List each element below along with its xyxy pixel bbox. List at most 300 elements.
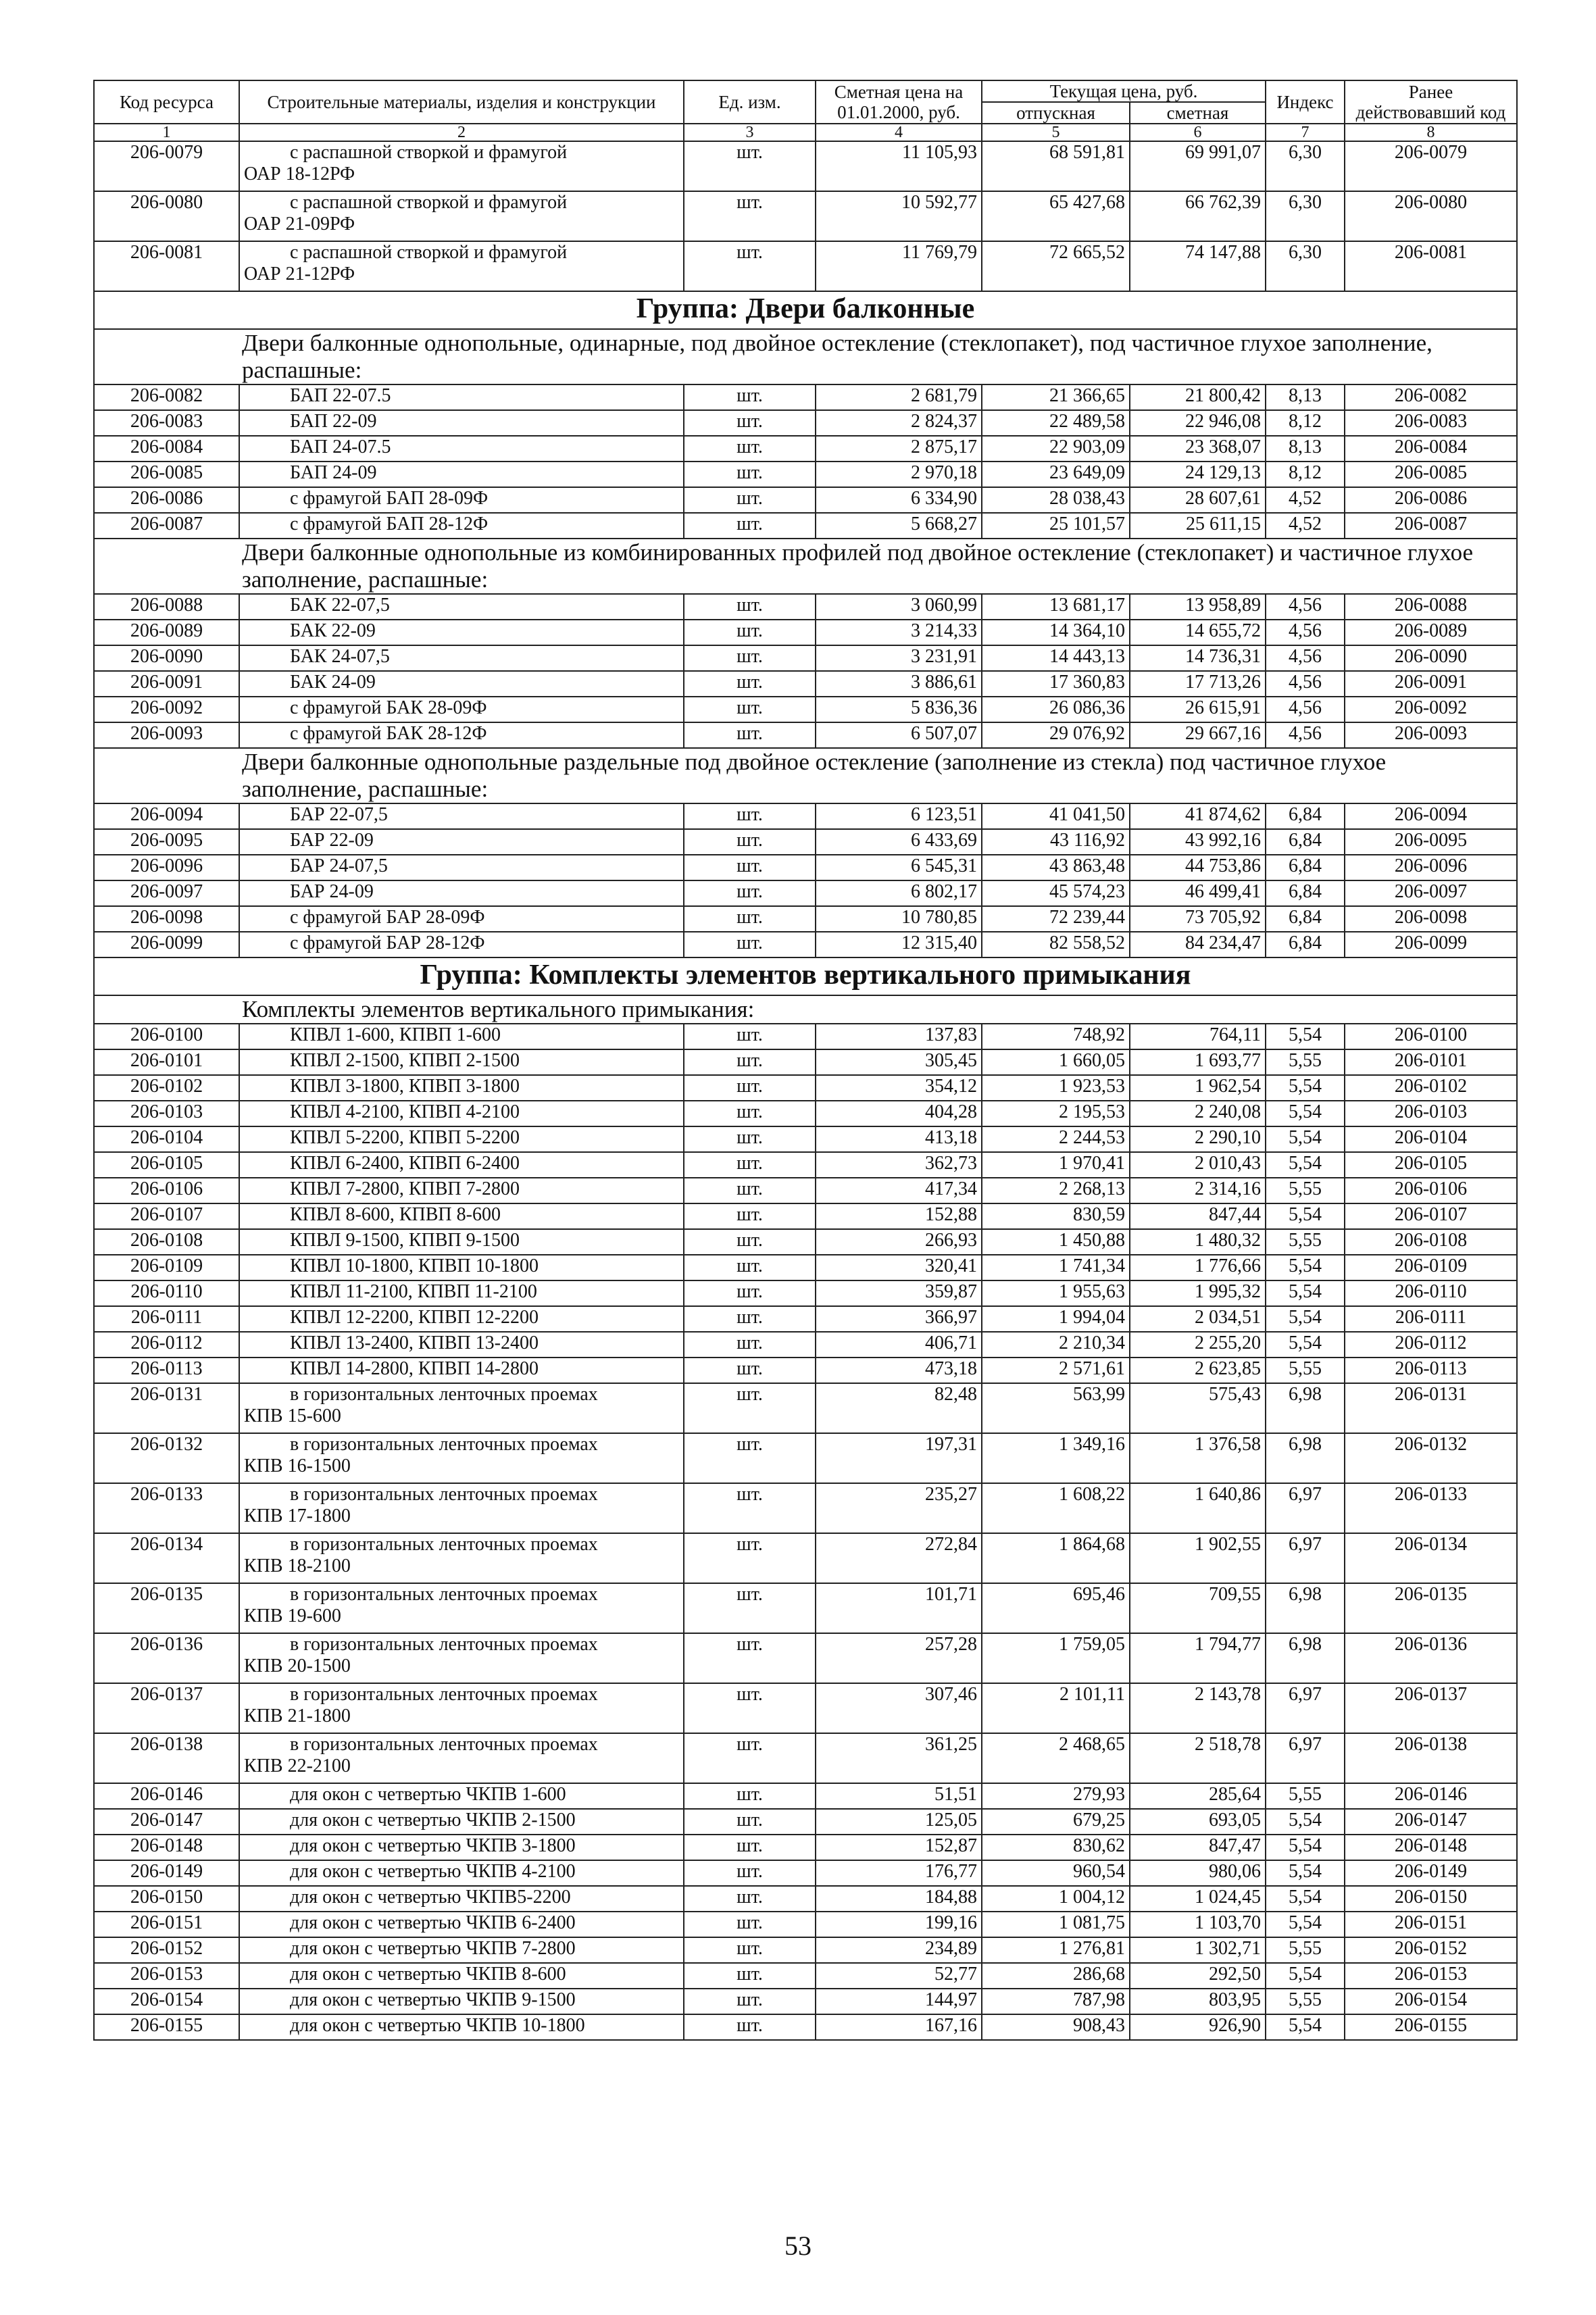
material-name [239,1533,684,1583]
prev-code-cell: 206-0111 [1345,1306,1517,1332]
group-heading [94,291,1517,329]
resource-code: 206-0086 [94,487,239,513]
unit-cell: шт. [684,1783,816,1809]
index-cell: 4,56 [1266,594,1345,620]
prev-code-cell: 206-0095 [1345,829,1517,855]
index-cell: 8,12 [1266,462,1345,487]
estimate-price-cell: 14 736,31 [1130,645,1266,671]
base-price-cell: 234,89 [816,1937,982,1963]
resource-code: 206-0107 [94,1203,239,1229]
base-price-cell: 3 060,99 [816,594,982,620]
header-estimate-price: сметная [1130,102,1266,124]
table-row [94,1306,1517,1332]
base-price-cell: 413,18 [816,1126,982,1152]
release-price-cell: 1 741,34 [982,1255,1130,1280]
header-code: Код ресурса [94,80,239,124]
index-cell: 6,30 [1266,241,1345,291]
resource-code: 206-0079 [94,141,239,191]
unit-cell: шт. [684,1989,816,2014]
release-price-cell: 26 086,36 [982,697,1130,722]
subgroup-blank-cell [94,748,239,803]
base-price-cell: 144,97 [816,1989,982,2014]
index-cell: 6,98 [1266,1583,1345,1633]
resource-code: 206-0083 [94,410,239,436]
prev-code-cell: 206-0084 [1345,436,1517,462]
estimate-price-cell: 66 762,39 [1130,191,1266,241]
estimate-price-cell: 2 034,51 [1130,1306,1266,1332]
material-name-text: БАК 22-07,5 [290,595,390,616]
material-name-line2: ОАР 21-12РФ [244,264,355,284]
resource-code: 206-0112 [94,1332,239,1358]
release-price-cell: 1 923,53 [982,1075,1130,1101]
unit-cell: шт. [684,1229,816,1255]
table-row [94,829,1517,855]
resource-code: 206-0111 [94,1306,239,1332]
release-price-cell: 14 364,10 [982,620,1130,645]
unit-cell: шт. [684,1126,816,1152]
col-num-4: 4 [816,124,982,141]
col-num-6: 6 [1130,124,1266,141]
unit-cell: шт. [684,384,816,410]
material-name-text: для окон с четвертью ЧКПВ 1-600 [290,1784,566,1805]
index-cell: 5,54 [1266,1024,1345,1049]
col-num-8: 8 [1345,124,1517,141]
resource-code: 206-0138 [94,1733,239,1783]
index-cell: 5,54 [1266,1332,1345,1358]
resource-code: 206-0132 [94,1433,239,1483]
unit-cell: шт. [684,803,816,829]
prev-code-cell: 206-0146 [1345,1783,1517,1809]
unit-cell: шт. [684,1306,816,1332]
release-price-cell: 1 970,41 [982,1152,1130,1178]
prev-code-cell: 206-0088 [1345,594,1517,620]
table-row [94,855,1517,880]
material-name [239,513,684,539]
base-price-cell: 362,73 [816,1152,982,1178]
resource-code: 206-0098 [94,906,239,932]
estimate-price-cell: 2 314,16 [1130,1178,1266,1203]
unit-cell: шт. [684,1583,816,1633]
material-name [239,1049,684,1075]
unit-cell: шт. [684,1483,816,1533]
base-price-cell: 354,12 [816,1075,982,1101]
resource-code: 206-0148 [94,1835,239,1860]
prev-code-cell: 206-0096 [1345,855,1517,880]
unit-cell: шт. [684,880,816,906]
prev-code-cell: 206-0133 [1345,1483,1517,1533]
resource-code: 206-0137 [94,1683,239,1733]
table-row [94,384,1517,410]
estimate-price-cell: 2 010,43 [1130,1152,1266,1178]
unit-cell: шт. [684,1937,816,1963]
material-name-text: БАП 22-07.5 [290,385,391,406]
material-name-text: КПВЛ 14-2800, КПВП 14-2800 [290,1358,539,1379]
resource-code: 206-0133 [94,1483,239,1533]
table-row [94,1533,1517,1583]
table-row [94,594,1517,620]
resource-code: 206-0113 [94,1358,239,1383]
estimate-price-cell: 13 958,89 [1130,594,1266,620]
base-price-cell: 11 769,79 [816,241,982,291]
release-price-cell: 2 571,61 [982,1358,1130,1383]
material-name [239,932,684,957]
index-cell: 5,54 [1266,1101,1345,1126]
table-row [94,1912,1517,1937]
index-cell: 5,54 [1266,1809,1345,1835]
base-price-cell: 473,18 [816,1358,982,1383]
estimate-price-cell: 14 655,72 [1130,620,1266,645]
prev-code-cell: 206-0153 [1345,1963,1517,1989]
index-cell: 8,13 [1266,436,1345,462]
material-name-text: БАР 22-07,5 [290,804,388,825]
resource-code: 206-0136 [94,1633,239,1683]
resource-code: 206-0084 [94,436,239,462]
table-row [94,1433,1517,1483]
table-row [94,1203,1517,1229]
estimate-price-cell: 1 640,86 [1130,1483,1266,1533]
group-heading [94,957,1517,995]
table-row [94,1860,1517,1886]
estimate-price-cell: 23 368,07 [1130,436,1266,462]
prev-code-cell: 206-0098 [1345,906,1517,932]
unit-cell: шт. [684,645,816,671]
material-name [239,1358,684,1383]
prev-code-cell: 206-0100 [1345,1024,1517,1049]
release-price-cell: 25 101,57 [982,513,1130,539]
unit-cell: шт. [684,1280,816,1306]
release-price-cell: 830,62 [982,1835,1130,1860]
prev-code-cell: 206-0154 [1345,1989,1517,2014]
release-price-cell: 2 268,13 [982,1178,1130,1203]
prev-code-cell: 206-0109 [1345,1255,1517,1280]
unit-cell: шт. [684,462,816,487]
header-index: Индекс [1266,80,1345,124]
prev-code-cell: 206-0105 [1345,1152,1517,1178]
release-price-cell: 23 649,09 [982,462,1130,487]
table-row [94,2014,1517,2040]
release-price-cell: 65 427,68 [982,191,1130,241]
estimate-price-cell: 1 302,71 [1130,1937,1266,1963]
release-price-cell: 1 759,05 [982,1633,1130,1683]
material-name [239,645,684,671]
material-name-text: КПВЛ 6-2400, КПВП 6-2400 [290,1153,520,1174]
table-row [94,513,1517,539]
index-cell: 6,84 [1266,932,1345,957]
material-name [239,880,684,906]
material-name [239,671,684,697]
estimate-price-cell: 44 753,86 [1130,855,1266,880]
index-cell: 5,54 [1266,1075,1345,1101]
release-price-cell: 22 489,58 [982,410,1130,436]
resource-code: 206-0109 [94,1255,239,1280]
table-row [94,671,1517,697]
release-price-cell: 279,93 [982,1783,1130,1809]
table-row [94,1835,1517,1860]
release-price-cell: 2 101,11 [982,1683,1130,1733]
table-row [94,1733,1517,1783]
material-name-text: с фрамугой БАК 28-12Ф [290,723,487,744]
material-name [239,1024,684,1049]
resource-code: 206-0096 [94,855,239,880]
col-num-7: 7 [1266,124,1345,141]
base-price-cell: 266,93 [816,1229,982,1255]
release-price-cell: 22 903,09 [982,436,1130,462]
prev-code-cell: 206-0147 [1345,1809,1517,1835]
estimate-price-cell: 1 024,45 [1130,1886,1266,1912]
material-name-text: для окон с четвертью ЧКПВ 4-2100 [290,1861,576,1882]
prev-code-cell: 206-0092 [1345,697,1517,722]
estimate-price-cell: 1 480,32 [1130,1229,1266,1255]
prev-code-cell: 206-0102 [1345,1075,1517,1101]
index-cell: 5,54 [1266,1306,1345,1332]
material-name-line1: в горизонтальных ленточных проемах [290,1634,598,1655]
resource-code: 206-0146 [94,1783,239,1809]
estimate-price-cell: 2 255,20 [1130,1332,1266,1358]
estimate-price-cell: 980,06 [1130,1860,1266,1886]
col-num-1: 1 [94,124,239,141]
release-price-cell: 1 450,88 [982,1229,1130,1255]
index-cell: 5,55 [1266,1989,1345,2014]
release-price-cell: 1 994,04 [982,1306,1130,1332]
index-cell: 6,98 [1266,1433,1345,1483]
prev-code-cell: 206-0080 [1345,191,1517,241]
material-name [239,241,684,291]
resource-code: 206-0151 [94,1912,239,1937]
base-price-cell: 152,87 [816,1835,982,1860]
material-name [239,722,684,748]
unit-cell: шт. [684,1358,816,1383]
release-price-cell: 14 443,13 [982,645,1130,671]
material-name [239,1633,684,1683]
prev-code-cell: 206-0150 [1345,1886,1517,1912]
header-base-price: Сметная цена на 01.01.2000, руб. [816,80,982,124]
estimate-price-cell: 709,55 [1130,1583,1266,1633]
base-price-cell: 6 802,17 [816,880,982,906]
base-price-cell: 257,28 [816,1633,982,1683]
material-name-line1: в горизонтальных ленточных проемах [290,1734,598,1755]
material-name [239,1809,684,1835]
table-row [94,1886,1517,1912]
resource-code: 206-0135 [94,1583,239,1633]
base-price-cell: 10 592,77 [816,191,982,241]
estimate-price-cell: 69 991,07 [1130,141,1266,191]
estimate-price-cell: 26 615,91 [1130,697,1266,722]
estimate-price-cell: 764,11 [1130,1024,1266,1049]
material-name [239,1937,684,1963]
table-row [94,1229,1517,1255]
material-name [239,1255,684,1280]
unit-cell: шт. [684,1383,816,1433]
resource-code: 206-0106 [94,1178,239,1203]
unit-cell: шт. [684,1733,816,1783]
table-row [94,697,1517,722]
table-body [94,141,1517,2040]
unit-cell: шт. [684,1860,816,1886]
table-row [94,803,1517,829]
material-name [239,487,684,513]
material-name-text: БАП 22-09 [290,411,377,432]
material-name [239,1203,684,1229]
base-price-cell: 404,28 [816,1101,982,1126]
resource-code: 206-0088 [94,594,239,620]
base-price-cell: 2 875,17 [816,436,982,462]
unit-cell: шт. [684,191,816,241]
resource-code: 206-0090 [94,645,239,671]
table-row [94,932,1517,957]
base-price-cell: 197,31 [816,1433,982,1483]
table-row [94,1049,1517,1075]
base-price-cell: 272,84 [816,1533,982,1583]
material-name [239,829,684,855]
unit-cell: шт. [684,487,816,513]
estimate-price-cell: 803,95 [1130,1989,1266,2014]
unit-cell: шт. [684,722,816,748]
unit-cell: шт. [684,1024,816,1049]
estimate-price-cell: 847,47 [1130,1835,1266,1860]
release-price-cell: 13 681,17 [982,594,1130,620]
base-price-cell: 152,88 [816,1203,982,1229]
release-price-cell: 960,54 [982,1860,1130,1886]
material-name [239,1101,684,1126]
index-cell: 8,13 [1266,384,1345,410]
table-row [94,880,1517,906]
estimate-price-cell: 41 874,62 [1130,803,1266,829]
material-name [239,1963,684,1989]
index-cell: 5,54 [1266,1963,1345,1989]
prev-code-cell: 206-0079 [1345,141,1517,191]
table-row [94,1963,1517,1989]
index-cell: 4,56 [1266,645,1345,671]
prev-code-cell: 206-0097 [1345,880,1517,906]
material-name [239,1683,684,1733]
header-unit: Ед. изм. [684,80,816,124]
prev-code-cell: 206-0104 [1345,1126,1517,1152]
release-price-cell: 1 955,63 [982,1280,1130,1306]
material-name-text: БАК 24-09 [290,672,376,693]
header-release-price: отпускная [982,102,1130,124]
base-price-cell: 305,45 [816,1049,982,1075]
subgroup-title: Двери балконные однопольные из комбинированных профилей под двойное остекление (стеклопакет) и частичное глухое заполнение, распашные: [239,539,1517,594]
estimate-price-cell: 24 129,13 [1130,462,1266,487]
subgroup-blank-cell [94,995,239,1024]
table-row [94,1332,1517,1358]
prev-code-cell: 206-0107 [1345,1203,1517,1229]
index-cell: 6,97 [1266,1733,1345,1783]
material-name-text: КПВЛ 8-600, КПВП 8-600 [290,1204,501,1225]
estimate-price-cell: 926,90 [1130,2014,1266,2040]
base-price-cell: 6 334,90 [816,487,982,513]
material-name-text: для окон с четвертью ЧКПВ 3-1800 [290,1835,576,1856]
table-row [94,906,1517,932]
resource-code: 206-0108 [94,1229,239,1255]
prev-code-cell: 206-0091 [1345,671,1517,697]
table-row [94,1358,1517,1383]
estimate-price-cell: 2 290,10 [1130,1126,1266,1152]
material-name [239,384,684,410]
material-name-text: КПВЛ 12-2200, КПВП 12-2200 [290,1307,539,1328]
prev-code-cell: 206-0103 [1345,1101,1517,1126]
unit-cell: шт. [684,697,816,722]
unit-cell: шт. [684,2014,816,2040]
unit-cell: шт. [684,1809,816,1835]
price-table [93,80,1518,2041]
estimate-price-cell: 1 103,70 [1130,1912,1266,1937]
release-price-cell: 1 660,05 [982,1049,1130,1075]
material-name-text: с фрамугой БАК 28-09Ф [290,697,487,718]
prev-code-cell: 206-0108 [1345,1229,1517,1255]
base-price-cell: 184,88 [816,1886,982,1912]
material-name [239,1886,684,1912]
material-name [239,462,684,487]
resource-code: 206-0081 [94,241,239,291]
resource-code: 206-0097 [94,880,239,906]
prev-code-cell: 206-0137 [1345,1683,1517,1733]
release-price-cell: 1 349,16 [982,1433,1130,1483]
material-name-text: БАК 22-09 [290,620,376,641]
index-cell: 8,12 [1266,410,1345,436]
estimate-price-cell: 2 623,85 [1130,1358,1266,1383]
index-cell: 5,55 [1266,1229,1345,1255]
table-row [94,1101,1517,1126]
unit-cell: шт. [684,513,816,539]
index-cell: 5,54 [1266,1860,1345,1886]
material-name-line2: КПВ 16-1500 [244,1455,351,1476]
index-cell: 6,97 [1266,1483,1345,1533]
material-name-line2: ОАР 18-12РФ [244,164,355,184]
prev-code-cell: 206-0093 [1345,722,1517,748]
resource-code: 206-0103 [94,1101,239,1126]
material-name-line1: с распашной створкой и фрамугой [290,242,568,263]
material-name-text: КПВЛ 7-2800, КПВП 7-2800 [290,1178,520,1199]
release-price-cell: 830,59 [982,1203,1130,1229]
material-name-text: КПВЛ 2-1500, КПВП 2-1500 [290,1050,520,1071]
prev-code-cell: 206-0155 [1345,2014,1517,2040]
base-price-cell: 2 824,37 [816,410,982,436]
unit-cell: шт. [684,932,816,957]
material-name-text: БАП 24-07.5 [290,437,391,457]
resource-code: 206-0087 [94,513,239,539]
subgroup-heading [94,748,1517,803]
index-cell: 4,52 [1266,487,1345,513]
estimate-price-cell: 2 143,78 [1130,1683,1266,1733]
estimate-price-cell: 847,44 [1130,1203,1266,1229]
unit-cell: шт. [684,1533,816,1583]
index-cell: 5,55 [1266,1049,1345,1075]
base-price-cell: 359,87 [816,1280,982,1306]
index-cell: 5,54 [1266,1886,1345,1912]
index-cell: 6,84 [1266,906,1345,932]
estimate-price-cell: 1 776,66 [1130,1255,1266,1280]
resource-code: 206-0095 [94,829,239,855]
resource-code: 206-0147 [94,1809,239,1835]
index-cell: 6,84 [1266,855,1345,880]
material-name [239,1332,684,1358]
material-name-text: с фрамугой БАП 28-09Ф [290,488,489,509]
material-name [239,1583,684,1633]
unit-cell: шт. [684,1886,816,1912]
resource-code: 206-0149 [94,1860,239,1886]
material-name-line1: с распашной створкой и фрамугой [290,142,568,163]
unit-cell: шт. [684,1912,816,1937]
base-price-cell: 137,83 [816,1024,982,1049]
material-name [239,1860,684,1886]
prev-code-cell: 206-0089 [1345,620,1517,645]
estimate-price-cell: 1 962,54 [1130,1075,1266,1101]
index-cell: 5,55 [1266,1783,1345,1809]
prev-code-cell: 206-0094 [1345,803,1517,829]
release-price-cell: 286,68 [982,1963,1130,1989]
estimate-price-cell: 29 667,16 [1130,722,1266,748]
